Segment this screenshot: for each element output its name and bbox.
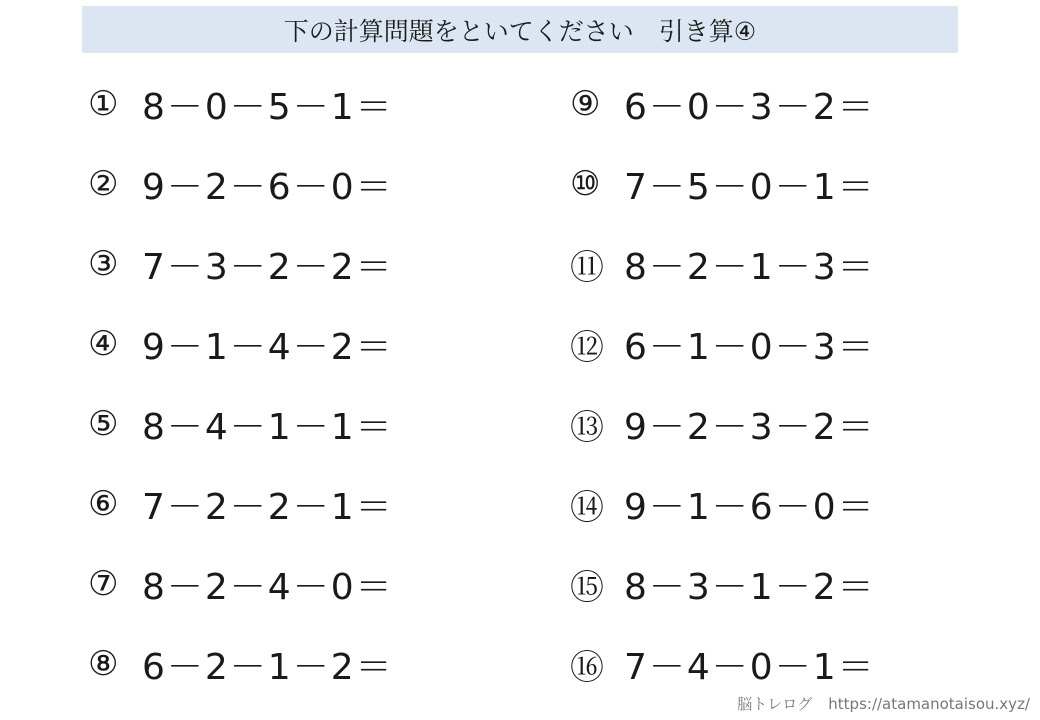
problem-item — [88, 304, 528, 384]
problem-item — [570, 144, 1010, 224]
problem-expression: 9－1－4－2＝ — [142, 326, 394, 368]
problem-number: ⑥ — [88, 484, 119, 524]
problem-expression: 6－2－1－2＝ — [142, 646, 394, 688]
problem-number: ⑭ — [570, 487, 604, 528]
problem-expression: 9－1－6－0＝ — [624, 486, 876, 528]
problem-expression: 9－2－6－0＝ — [142, 166, 394, 208]
problem-item — [88, 384, 528, 464]
footer-url[interactable]: https://atamanotaisou.xyz/ — [828, 695, 1030, 713]
problem-number: ④ — [88, 324, 119, 364]
problem-number: ⑬ — [570, 407, 604, 448]
problem-item — [570, 304, 1010, 384]
problem-item — [88, 624, 528, 704]
problem-item — [88, 224, 528, 304]
problem-expression: 8－2－1－3＝ — [624, 246, 876, 288]
problem-item — [570, 464, 1010, 544]
problem-expression: 8－0－5－1＝ — [142, 86, 394, 128]
problem-expression: 7－4－0－1＝ — [624, 646, 876, 688]
site-footer — [737, 693, 1030, 714]
problem-item — [88, 464, 528, 544]
problem-expression: 7－2－2－1＝ — [142, 486, 394, 528]
problem-expression: 7－5－0－1＝ — [624, 166, 876, 208]
problem-number: ⑧ — [88, 644, 119, 684]
problem-column-left — [88, 64, 528, 704]
problem-number: ⑦ — [88, 564, 119, 604]
footer-brand: 脳トレログ — [737, 695, 813, 713]
problem-number: ⑮ — [570, 567, 604, 608]
worksheet-title-bar — [82, 6, 958, 53]
problem-number: ① — [88, 84, 119, 124]
problem-expression: 7－3－2－2＝ — [142, 246, 394, 288]
problem-number: ⑤ — [88, 404, 119, 444]
problem-item — [88, 64, 528, 144]
problem-expression: 8－4－1－1＝ — [142, 406, 394, 448]
problem-item — [88, 544, 528, 624]
problem-expression: 9－2－3－2＝ — [624, 406, 876, 448]
problem-item — [570, 624, 1010, 704]
problem-number: ⑨ — [570, 84, 601, 124]
problem-expression: 8－3－1－2＝ — [624, 566, 876, 608]
problem-item — [570, 64, 1010, 144]
problem-number: ③ — [88, 244, 119, 284]
problem-number: ② — [88, 164, 119, 204]
problem-number: ⑫ — [570, 327, 604, 368]
problem-column-right — [570, 64, 1010, 704]
problem-item — [88, 144, 528, 224]
problem-number: ⑪ — [570, 247, 604, 288]
worksheet-title: 下の計算問題をといてください 引き算④ — [283, 16, 757, 46]
problem-expression: 6－1－0－3＝ — [624, 326, 876, 368]
problem-item — [570, 224, 1010, 304]
problem-number: ⑯ — [570, 647, 604, 688]
problem-number: ⑩ — [570, 164, 601, 204]
problem-expression: 8－2－4－0＝ — [142, 566, 394, 608]
problem-item — [570, 544, 1010, 624]
problem-expression: 6－0－3－2＝ — [624, 86, 876, 128]
problem-item — [570, 384, 1010, 464]
